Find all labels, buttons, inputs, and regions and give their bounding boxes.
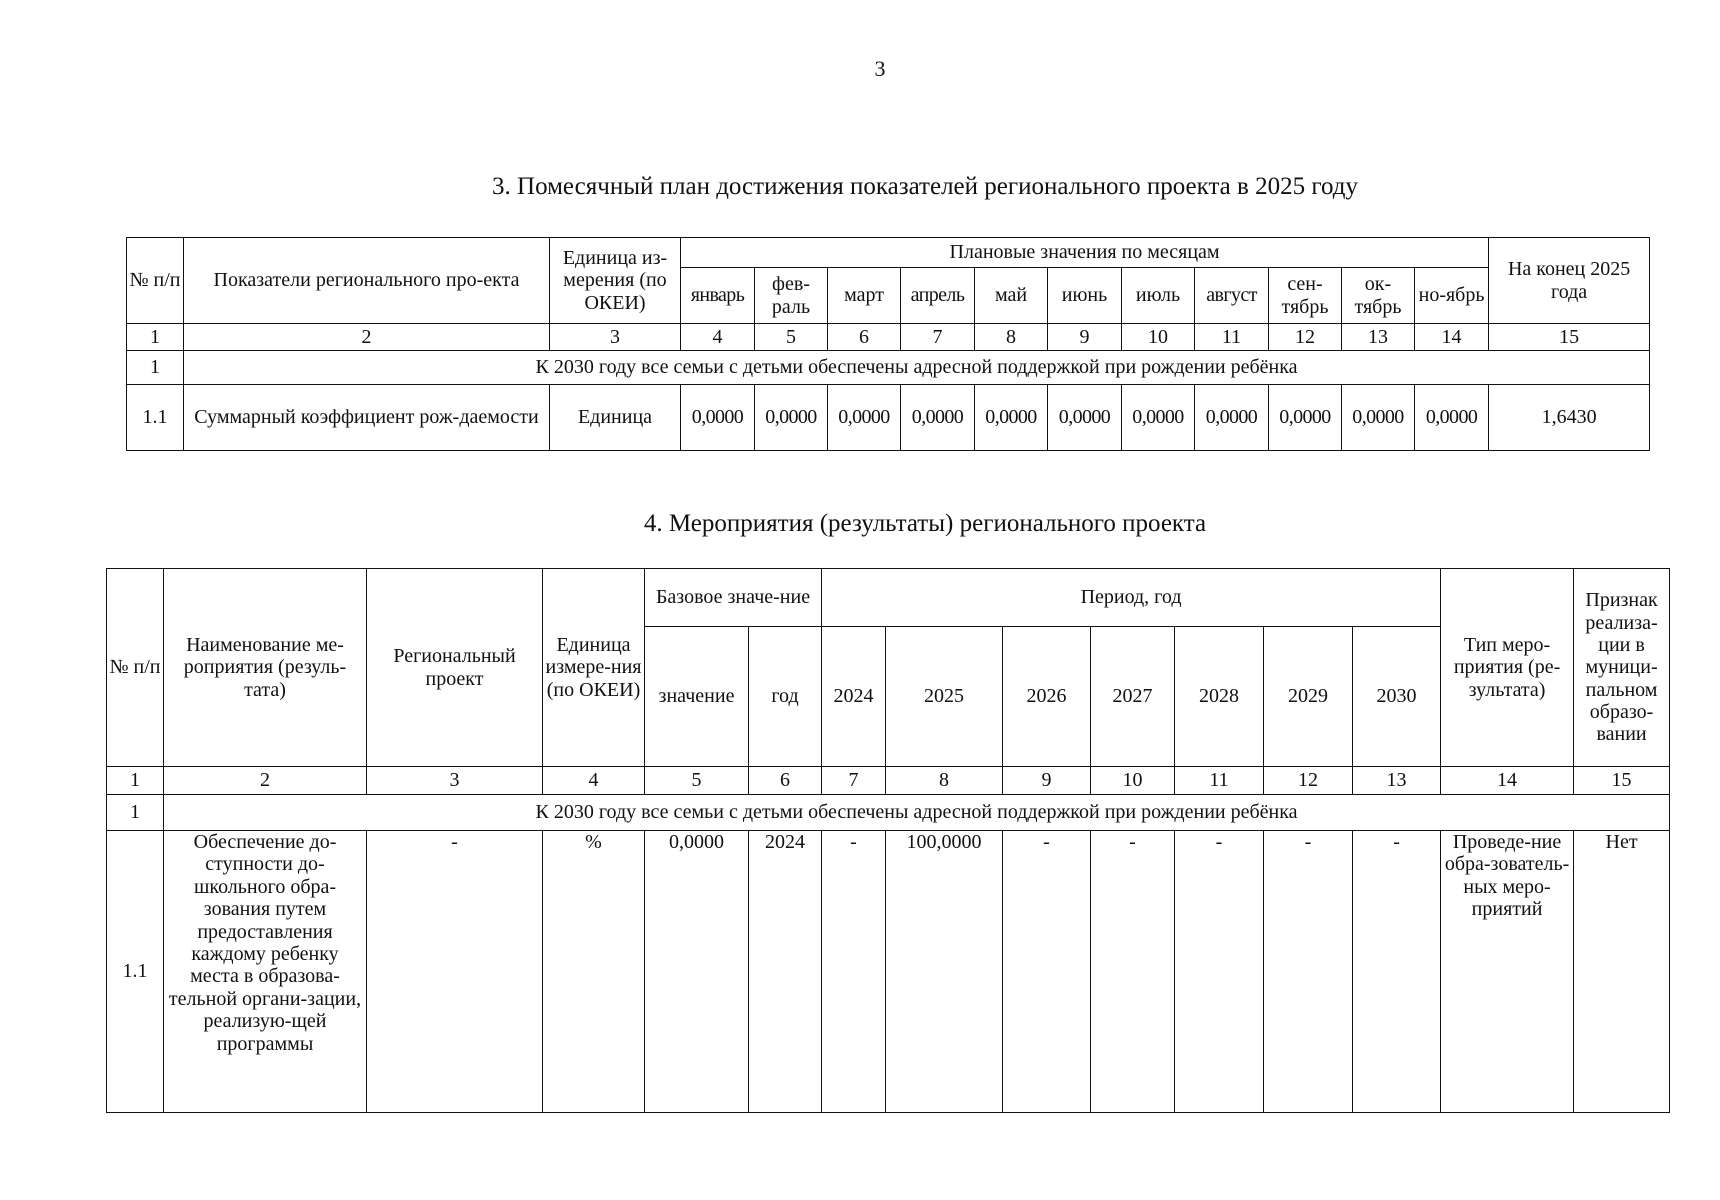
header-activity-name: Наименование ме-роприятия (резуль-тата) — [164, 569, 367, 767]
table-row — [127, 385, 1650, 451]
column-number: 1 — [127, 324, 184, 351]
section-3-title: 3. Помесячный план достижения показателей регионального проекта в 2025 году — [492, 173, 1358, 200]
row-year-value: - — [1003, 831, 1091, 1113]
column-number: 12 — [1264, 767, 1353, 795]
header-month: июнь — [1048, 268, 1122, 324]
header-month: июль — [1122, 268, 1195, 324]
row-year-value: - — [822, 831, 886, 1113]
column-number: 7 — [901, 324, 975, 351]
column-number: 5 — [645, 767, 749, 795]
row-activity-type: Проведе-ние обра-зователь-ных меро-приятий — [1441, 831, 1574, 1113]
row-num: 1.1 — [127, 385, 184, 451]
column-number: 15 — [1574, 767, 1670, 795]
header-year: 2028 — [1175, 627, 1264, 767]
row-month-value: 0,0000 — [1195, 385, 1269, 451]
row-month-value: 0,0000 — [1122, 385, 1195, 451]
column-number: 2 — [184, 324, 550, 351]
header-activity-type: Тип меро-приятия (ре-зультата) — [1441, 569, 1574, 767]
header-regional-project: Региональный проект — [367, 569, 543, 767]
row-month-value: 0,0000 — [1415, 385, 1489, 451]
row-month-value: 0,0000 — [681, 385, 755, 451]
row-num: 1.1 — [107, 831, 164, 1113]
row-month-value: 0,0000 — [1048, 385, 1122, 451]
column-number: 2 — [164, 767, 367, 795]
header-monthly-plan: Плановые значения по месяцам — [681, 238, 1489, 268]
column-number: 8 — [886, 767, 1003, 795]
column-number: 12 — [1269, 324, 1342, 351]
column-number: 4 — [681, 324, 755, 351]
activities-table — [106, 568, 1670, 1113]
column-number: 9 — [1003, 767, 1091, 795]
column-number: 3 — [367, 767, 543, 795]
row-municipal-sign: Нет — [1574, 831, 1670, 1113]
header-base-value: Базовое значе-ние — [645, 569, 822, 627]
header-year: 2024 — [822, 627, 886, 767]
header-year: 2029 — [1264, 627, 1353, 767]
column-number-row — [107, 767, 1670, 795]
row-month-value: 0,0000 — [828, 385, 901, 451]
column-number: 3 — [550, 324, 681, 351]
row-end-value: 1,6430 — [1489, 385, 1650, 451]
goal-row — [107, 795, 1670, 831]
row-month-value: 0,0000 — [1342, 385, 1415, 451]
table-row — [107, 831, 1670, 1113]
header-period: Период, год — [822, 569, 1441, 627]
goal-num: 1 — [127, 351, 184, 385]
header-month: апрель — [901, 268, 975, 324]
row-year-value: 100,0000 — [886, 831, 1003, 1113]
column-number: 6 — [828, 324, 901, 351]
row-year-value: - — [1175, 831, 1264, 1113]
row-month-value: 0,0000 — [901, 385, 975, 451]
column-number: 11 — [1175, 767, 1264, 795]
header-indicator: Показатели регионального про-екта — [184, 238, 550, 324]
header-month: но-ябрь — [1415, 268, 1489, 324]
column-number: 10 — [1091, 767, 1175, 795]
monthly-plan-table — [126, 237, 1650, 451]
header-month: январь — [681, 268, 755, 324]
header-year: 2030 — [1353, 627, 1441, 767]
row-year-value: - — [1353, 831, 1441, 1113]
column-number: 5 — [755, 324, 828, 351]
header-base-value-year: год — [749, 627, 822, 767]
header-unit: Единица измере-ния (по ОКЕИ) — [543, 569, 645, 767]
column-number: 14 — [1441, 767, 1574, 795]
column-number: 9 — [1048, 324, 1122, 351]
row-month-value: 0,0000 — [755, 385, 828, 451]
column-number: 10 — [1122, 324, 1195, 351]
row-base-value: 0,0000 — [645, 831, 749, 1113]
header-num: № п/п — [107, 569, 164, 767]
goal-num: 1 — [107, 795, 164, 831]
column-number: 15 — [1489, 324, 1650, 351]
header-month: август — [1195, 268, 1269, 324]
row-year-value: - — [1264, 831, 1353, 1113]
header-end-of-year: На конец 2025 года — [1489, 238, 1650, 324]
header-year: 2027 — [1091, 627, 1175, 767]
goal-row — [127, 351, 1650, 385]
row-regional-project: - — [367, 831, 543, 1113]
column-number: 4 — [543, 767, 645, 795]
header-unit: Единица из-мерения (по ОКЕИ) — [550, 238, 681, 324]
section-4-title: 4. Мероприятия (результаты) регионального проекта — [643, 510, 1207, 537]
row-unit: Единица — [550, 385, 681, 451]
row-year-value: - — [1091, 831, 1175, 1113]
header-year: 2026 — [1003, 627, 1091, 767]
header-year: 2025 — [886, 627, 1003, 767]
header-base-value-value: значение — [645, 627, 749, 767]
row-unit: % — [543, 831, 645, 1113]
header-month: фев-раль — [755, 268, 828, 324]
header-month: сен-тябрь — [1269, 268, 1342, 324]
header-month: май — [975, 268, 1048, 324]
header-month: ок-тябрь — [1342, 268, 1415, 324]
column-number: 6 — [749, 767, 822, 795]
column-number-row — [127, 324, 1650, 351]
column-number: 11 — [1195, 324, 1269, 351]
row-base-year: 2024 — [749, 831, 822, 1113]
row-activity-name: Обеспечение до-ступности до-школьного обра-зования путем предоставления каждому ребенку места в образова-тельной органи-зации, реализую-щей программы — [164, 831, 367, 1113]
column-number: 8 — [975, 324, 1048, 351]
column-number: 1 — [107, 767, 164, 795]
goal-text: К 2030 году все семьи с детьми обеспечены адресной поддержкой при рождении ребёнка — [164, 795, 1670, 831]
row-month-value: 0,0000 — [1269, 385, 1342, 451]
goal-text: К 2030 году все семьи с детьми обеспечены адресной поддержкой при рождении ребёнка — [184, 351, 1650, 385]
column-number: 7 — [822, 767, 886, 795]
column-number: 14 — [1415, 324, 1489, 351]
column-number: 13 — [1353, 767, 1441, 795]
header-num: № п/п — [127, 238, 184, 324]
header-month: март — [828, 268, 901, 324]
row-month-value: 0,0000 — [975, 385, 1048, 451]
column-number: 13 — [1342, 324, 1415, 351]
row-indicator: Суммарный коэффициент рож-даемости — [184, 385, 550, 451]
header-municipal-sign: Признак реализа-ции в муници-пальном образо-вании — [1574, 569, 1670, 767]
page-number: 3 — [874, 56, 886, 81]
